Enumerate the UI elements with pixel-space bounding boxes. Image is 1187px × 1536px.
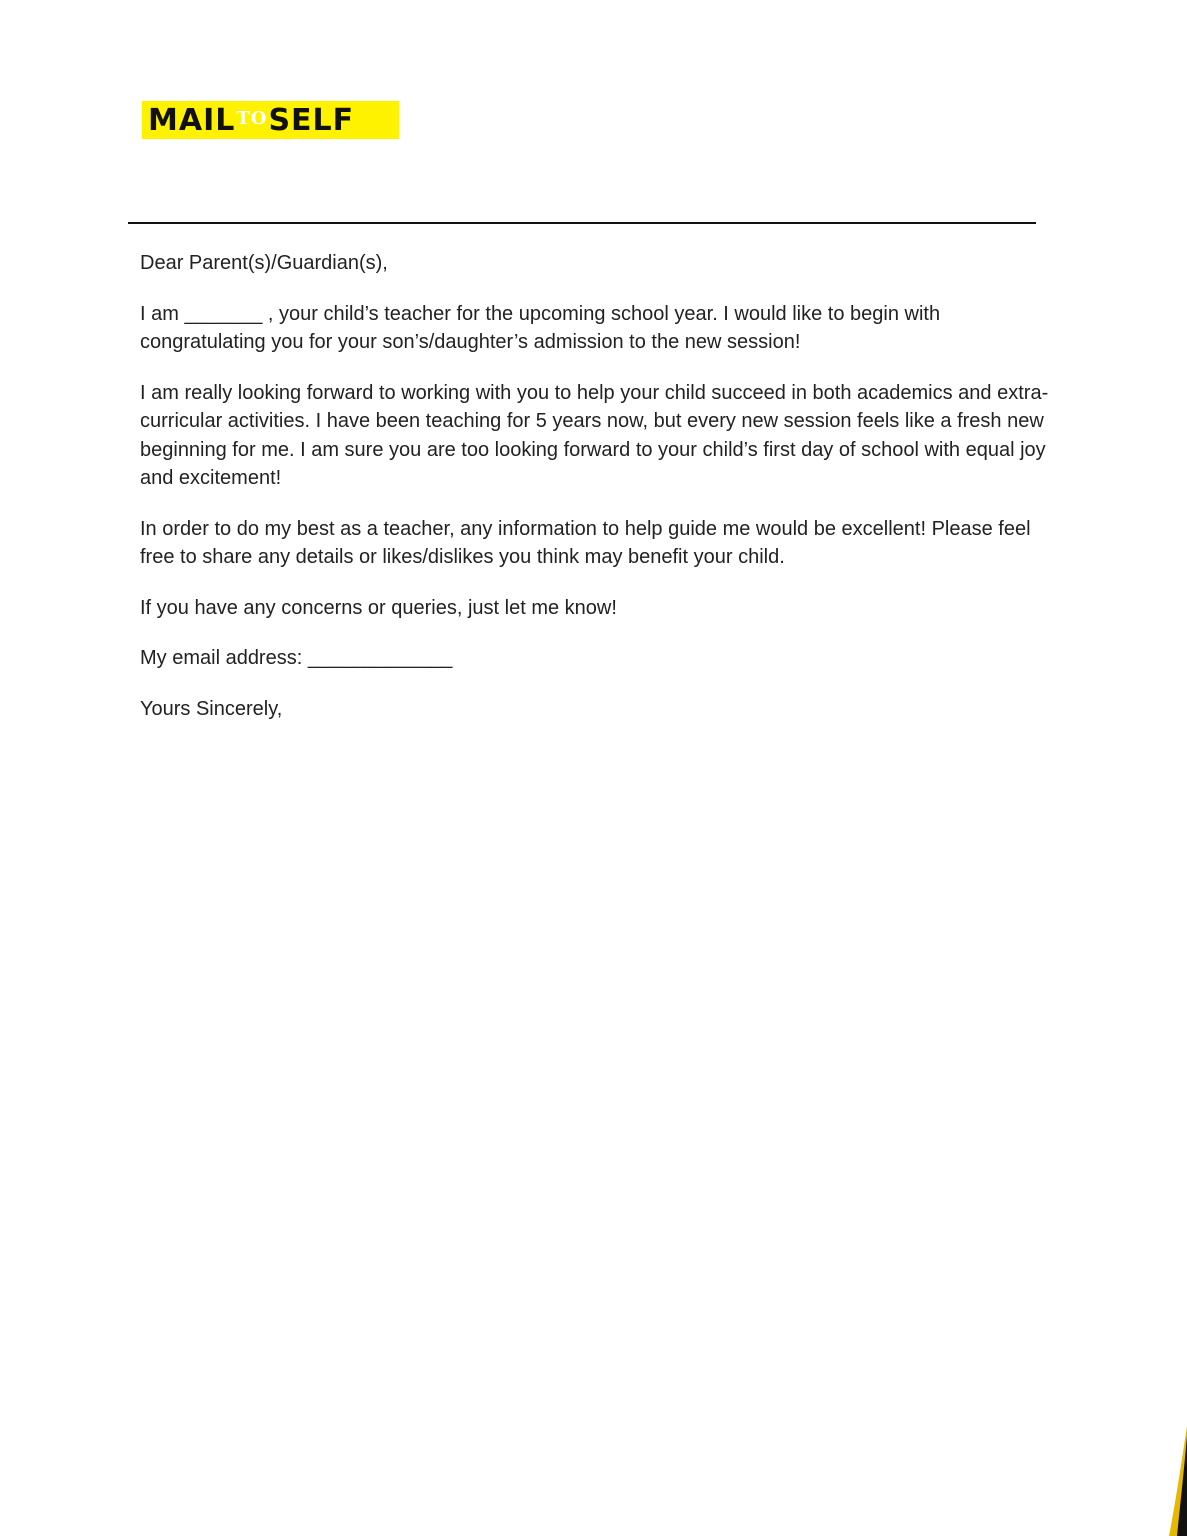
logo-text-to: TO (236, 107, 268, 129)
letter-closing: Yours Sincerely, (140, 697, 283, 720)
header-divider (128, 222, 1036, 224)
letter-paragraph-concerns: If you have any concerns or queries, just let me know! (140, 596, 617, 619)
logo-text-mail: MAIL (148, 102, 236, 138)
letter-greeting: Dear Parent(s)/Guardian(s), (140, 252, 388, 274)
corner-decoration (1157, 1426, 1187, 1536)
logo-text-self: SELF (268, 102, 355, 138)
letter-paragraph-intro: I am _______ , your child’s teacher for the upcoming school year. I would like to begin with congratulating you for your son’s/daughter’s admission to the new session! (140, 302, 941, 353)
letter-email-line: My email address: _____________ (140, 647, 453, 669)
letter-paragraph-information: In order to do my best as a teacher, any information to help guide me would be excellent! Please feel free to share any details or likes/dislikes you think may benefit your child. (140, 517, 1031, 568)
letter-body (140, 249, 1070, 745)
brand-logo (142, 101, 399, 139)
letter-paragraph-experience: I am really looking forward to working with you to help your child succeed in both academics and extra-curricular activities. I have been teaching for 5 years now, but every new session feels like a fresh new beginning for me. I am sure you are too looking forward to your child’s first day of school with equal joy and excitement! (140, 381, 1049, 489)
